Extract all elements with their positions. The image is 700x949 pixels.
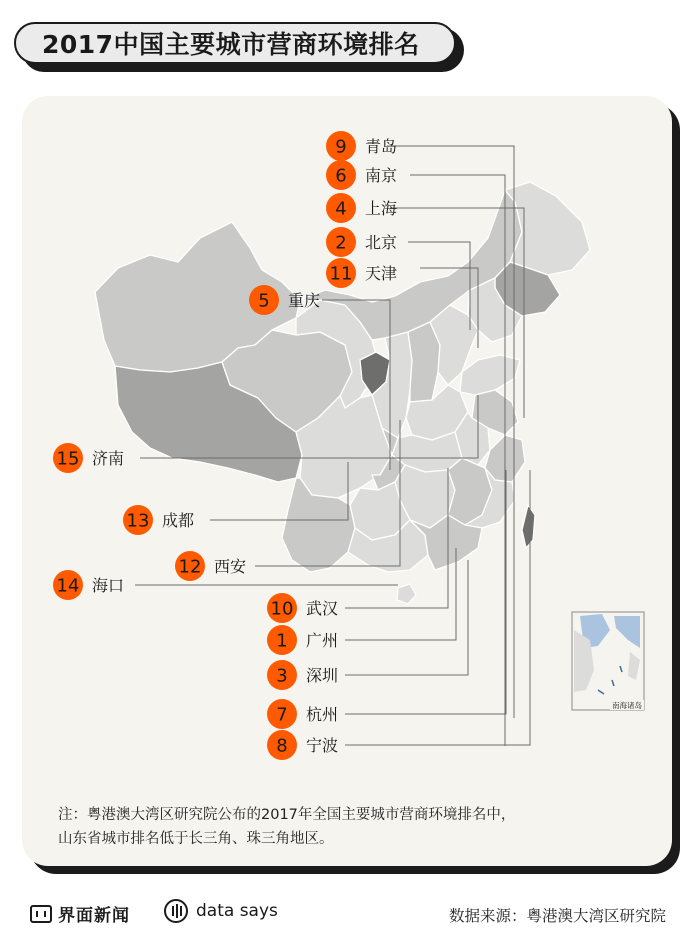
south-china-sea-inset (572, 612, 644, 710)
footer (0, 890, 700, 940)
leader-line-shenzhen (345, 560, 468, 675)
inset-label: 南海诸岛 (612, 701, 642, 710)
rank-number-14: 14 (56, 575, 80, 597)
rank-number-2: 2 (335, 232, 347, 254)
city-label-11: 天津 (365, 264, 398, 283)
brand-jiemian-label: 界面新闻 (58, 906, 130, 926)
city-label-13: 成都 (162, 511, 195, 530)
province-taiwan (522, 505, 535, 548)
brand-datasays-label: data says (196, 901, 278, 921)
rank-number-4: 4 (335, 198, 347, 220)
rank-number-8: 8 (276, 735, 288, 757)
datasays-logo-icon (164, 899, 188, 923)
footnote-line-1: 注：粤港澳大湾区研究院公布的2017年全国主要城市营商环境排名中， (58, 807, 516, 823)
city-label-10: 武汉 (306, 599, 339, 618)
city-label-5: 重庆 (288, 291, 321, 310)
rank-number-5: 5 (258, 290, 270, 312)
city-label-4: 上海 (365, 199, 398, 218)
rank-number-13: 13 (126, 510, 150, 532)
city-label-9: 青岛 (365, 137, 398, 156)
city-label-12: 西安 (214, 557, 247, 576)
rank-number-9: 9 (335, 136, 347, 158)
province-hainan (397, 584, 416, 604)
footnote-line-2: 山东省城市排名低于长三角、珠三角地区。 (58, 831, 334, 847)
rank-number-3: 3 (276, 665, 288, 687)
city-label-15: 济南 (92, 449, 125, 468)
page-title: 2017中国主要城市营商环境排名 (42, 30, 420, 59)
footnote (58, 803, 515, 851)
city-label-2: 北京 (365, 233, 398, 252)
city-label-6: 南京 (365, 166, 398, 185)
rank-number-10: 10 (270, 598, 294, 620)
city-label-3: 深圳 (306, 666, 339, 685)
rank-number-11: 11 (329, 263, 353, 285)
city-label-14: 海口 (92, 576, 125, 595)
jiemian-logo-icon (30, 905, 52, 923)
city-label-8: 宁波 (306, 736, 339, 755)
city-label-1: 广州 (306, 631, 339, 650)
rank-number-1: 1 (276, 630, 288, 652)
city-label-7: 杭州 (306, 705, 339, 724)
brand-datasays (164, 899, 278, 923)
rank-number-6: 6 (335, 165, 347, 187)
rank-number-7: 7 (276, 704, 288, 726)
data-source: 数据来源：粤港澳大湾区研究院 (448, 907, 666, 925)
rank-number-15: 15 (56, 448, 80, 470)
province-shandong (460, 355, 520, 395)
rank-number-12: 12 (178, 556, 202, 578)
brand-jiemian (30, 901, 130, 926)
